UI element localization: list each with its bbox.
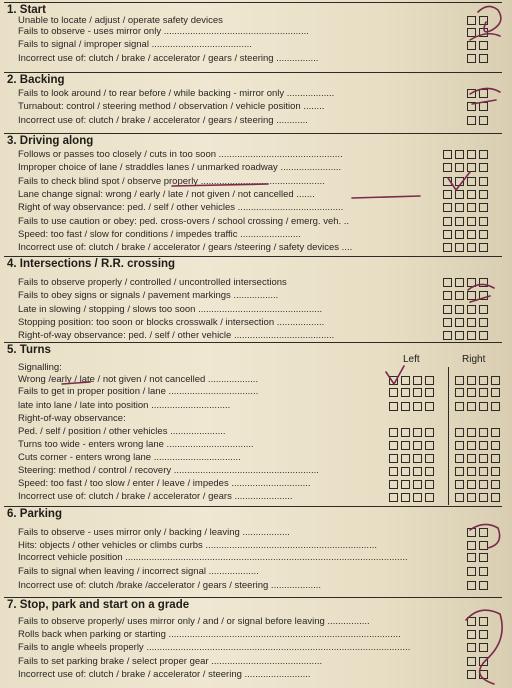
checkbox[interactable] xyxy=(389,402,398,411)
checkbox[interactable] xyxy=(455,305,464,314)
checkbox[interactable] xyxy=(413,441,422,450)
checkbox[interactable] xyxy=(467,163,476,172)
checkbox[interactable] xyxy=(401,376,410,385)
checkbox[interactable] xyxy=(467,203,476,212)
checkbox[interactable] xyxy=(467,243,476,252)
checkbox[interactable] xyxy=(389,428,398,437)
item-line: Right of way observance: ped. / self / other vehicles ........................................ xyxy=(18,202,344,213)
checkbox-group xyxy=(467,670,488,679)
section-backing xyxy=(4,72,502,131)
checkbox[interactable] xyxy=(479,630,488,639)
checkbox[interactable] xyxy=(389,493,398,502)
section-title: 1. Start xyxy=(7,4,46,16)
checkbox[interactable] xyxy=(479,388,488,397)
checkbox[interactable] xyxy=(479,402,488,411)
checkbox-group xyxy=(443,217,488,226)
checkbox[interactable] xyxy=(413,428,422,437)
item-line: Stopping position: too soon or blocks crosswalk / intersection .................. xyxy=(18,317,325,328)
checkbox[interactable] xyxy=(467,305,476,314)
checkbox[interactable] xyxy=(401,428,410,437)
checkbox-group xyxy=(467,41,488,50)
checkbox[interactable] xyxy=(479,376,488,385)
checkbox-group xyxy=(443,177,488,186)
checkbox[interactable] xyxy=(479,331,488,340)
checkbox[interactable] xyxy=(443,230,452,239)
checkbox[interactable] xyxy=(425,376,434,385)
checkbox[interactable] xyxy=(467,102,476,111)
checkbox[interactable] xyxy=(455,318,464,327)
checkbox[interactable] xyxy=(467,16,476,25)
checkbox[interactable] xyxy=(479,291,488,300)
item-line: Late in slowing / stopping / slows too soon ............................................... xyxy=(18,304,323,315)
checkbox-group xyxy=(467,102,488,111)
item-line: Steering: method / control / recovery ....................................................... xyxy=(18,465,319,476)
checkbox[interactable] xyxy=(425,467,434,476)
checkbox[interactable] xyxy=(413,493,422,502)
checkbox-group xyxy=(467,553,488,562)
checkbox[interactable] xyxy=(443,331,452,340)
checkbox[interactable] xyxy=(491,402,500,411)
section-turns xyxy=(4,342,502,505)
checkbox[interactable] xyxy=(455,243,464,252)
checkbox[interactable] xyxy=(425,402,434,411)
checkbox[interactable] xyxy=(413,467,422,476)
checkbox[interactable] xyxy=(455,278,464,287)
checkbox[interactable] xyxy=(413,480,422,489)
item-line: Improper choice of lane / straddles lanes / unmarked roadway ....................... xyxy=(18,162,342,173)
item-line: Ped. / self / position / other vehicles ..................... xyxy=(18,426,226,437)
checkbox[interactable] xyxy=(479,150,488,159)
checkbox[interactable] xyxy=(443,150,452,159)
section-title: 5. Turns xyxy=(7,344,51,356)
checkbox[interactable] xyxy=(443,305,452,314)
checkbox-group xyxy=(443,305,488,314)
section-driving-along xyxy=(4,133,502,255)
checkbox[interactable] xyxy=(443,203,452,212)
checkbox[interactable] xyxy=(479,217,488,226)
item-line: Speed: too fast / too slow / enter / leave / impedes .............................. xyxy=(18,478,311,489)
section-title: 3. Driving along xyxy=(7,135,94,147)
checkbox[interactable] xyxy=(425,388,434,397)
checkbox[interactable] xyxy=(479,441,488,450)
checkbox[interactable] xyxy=(455,217,464,226)
checkbox-group xyxy=(389,493,500,502)
section-grade xyxy=(4,597,502,688)
section-title: 6. Parking xyxy=(7,508,62,520)
checkbox[interactable] xyxy=(443,291,452,300)
checkbox-group xyxy=(443,150,488,159)
item-line: Right-of-way observance: ped. / self / other vehicle ...................................... xyxy=(18,330,335,341)
item-line: Incorrect use of: clutch / brake / accelerator / steering ......................... xyxy=(18,669,311,680)
checkbox[interactable] xyxy=(491,376,500,385)
checkbox[interactable] xyxy=(467,454,476,463)
section-parking xyxy=(4,506,502,595)
checkbox-group xyxy=(443,278,488,287)
checkbox-group xyxy=(467,643,488,652)
item-line: Wrong /early / late / not given / not cancelled ................... xyxy=(18,374,259,385)
checkbox-group xyxy=(389,376,500,385)
checkbox[interactable] xyxy=(455,402,464,411)
checkbox[interactable] xyxy=(467,190,476,199)
checkbox[interactable] xyxy=(491,480,500,489)
item-line: late into lane / late into position .............................. xyxy=(18,400,231,411)
checkbox-group xyxy=(467,617,488,626)
checkbox-group xyxy=(467,116,488,125)
checkbox[interactable] xyxy=(491,454,500,463)
checkbox[interactable] xyxy=(401,441,410,450)
checkbox-group xyxy=(389,388,500,397)
checkbox[interactable] xyxy=(491,428,500,437)
checkbox[interactable] xyxy=(443,318,452,327)
checkbox-group xyxy=(467,528,488,537)
checkbox[interactable] xyxy=(491,493,500,502)
checkbox[interactable] xyxy=(455,441,464,450)
checkbox[interactable] xyxy=(455,230,464,239)
checkbox[interactable] xyxy=(455,493,464,502)
checkbox[interactable] xyxy=(479,617,488,626)
checkbox[interactable] xyxy=(455,428,464,437)
checkbox[interactable] xyxy=(425,493,434,502)
checkbox[interactable] xyxy=(479,528,488,537)
checkbox[interactable] xyxy=(467,428,476,437)
checkbox-group xyxy=(467,581,488,590)
section-title: 4. Intersections / R.R. crossing xyxy=(7,258,176,270)
checkbox-group xyxy=(389,441,500,450)
checkbox[interactable] xyxy=(467,150,476,159)
item-line: Fails to observe - uses mirror only / backing / leaving .................. xyxy=(18,527,290,538)
checkbox[interactable] xyxy=(455,388,464,397)
checkbox-group xyxy=(389,480,500,489)
checkbox[interactable] xyxy=(443,190,452,199)
checkbox[interactable] xyxy=(389,376,398,385)
item-line: Fails to observe properly / controlled / uncontrolled intersections xyxy=(18,277,287,288)
checkbox[interactable] xyxy=(479,41,488,50)
section-start xyxy=(4,2,502,69)
item-line: Hits: objects / other vehicles or climbs curbs ................................................................. xyxy=(18,540,377,551)
checkbox[interactable] xyxy=(479,54,488,63)
checkbox[interactable] xyxy=(467,670,476,679)
checkbox[interactable] xyxy=(455,480,464,489)
checkbox-group xyxy=(389,402,500,411)
checkbox[interactable] xyxy=(467,291,476,300)
checkbox[interactable] xyxy=(467,617,476,626)
checkbox[interactable] xyxy=(389,441,398,450)
item-line: Fails to angle wheels properly .................................................................................................... xyxy=(18,642,411,653)
item-line: Fails to get in proper position / lane .................................. xyxy=(18,386,259,397)
item-line: Speed: too fast / slow for conditions / impedes traffic ....................... xyxy=(18,229,301,240)
checkbox[interactable] xyxy=(455,331,464,340)
checkbox-group xyxy=(443,190,488,199)
checkbox[interactable] xyxy=(455,467,464,476)
checkbox[interactable] xyxy=(479,553,488,562)
checkbox[interactable] xyxy=(389,480,398,489)
checkbox[interactable] xyxy=(467,230,476,239)
checkbox[interactable] xyxy=(479,102,488,111)
checkbox[interactable] xyxy=(467,657,476,666)
checkbox[interactable] xyxy=(467,177,476,186)
section-intersections xyxy=(4,256,502,341)
checkbox[interactable] xyxy=(401,402,410,411)
checkbox[interactable] xyxy=(479,16,488,25)
checkbox[interactable] xyxy=(479,243,488,252)
checkbox[interactable] xyxy=(479,467,488,476)
checkbox[interactable] xyxy=(443,217,452,226)
checkbox[interactable] xyxy=(479,493,488,502)
checkbox[interactable] xyxy=(479,230,488,239)
checkbox[interactable] xyxy=(479,177,488,186)
item-line: Incorrect use of: clutch / brake / accelerator / gears /steering / safety devices .... xyxy=(18,242,353,253)
checkbox[interactable] xyxy=(413,402,422,411)
checkbox[interactable] xyxy=(467,480,476,489)
checkbox[interactable] xyxy=(401,493,410,502)
checkbox[interactable] xyxy=(389,454,398,463)
checkbox[interactable] xyxy=(467,28,476,37)
checkbox[interactable] xyxy=(467,331,476,340)
column-header-right: Right xyxy=(462,354,486,365)
section-title: 7. Stop, park and start on a grade xyxy=(7,599,190,611)
checkbox[interactable] xyxy=(467,402,476,411)
checkbox[interactable] xyxy=(467,89,476,98)
checkbox[interactable] xyxy=(425,454,434,463)
checkbox[interactable] xyxy=(467,116,476,125)
checkbox[interactable] xyxy=(467,541,476,550)
checkbox[interactable] xyxy=(413,376,422,385)
checkbox[interactable] xyxy=(467,388,476,397)
item-line: Fails to obey signs or signals / pavement markings ................. xyxy=(18,290,279,301)
checkbox[interactable] xyxy=(467,318,476,327)
checkbox[interactable] xyxy=(491,467,500,476)
checkbox[interactable] xyxy=(455,376,464,385)
checkbox[interactable] xyxy=(467,528,476,537)
checkbox[interactable] xyxy=(443,177,452,186)
checkbox[interactable] xyxy=(413,454,422,463)
item-line: Turnabout: control / steering method / observation / vehicle position ........ xyxy=(18,101,325,112)
checkbox-group xyxy=(443,291,488,300)
checkbox[interactable] xyxy=(455,150,464,159)
item-line: Lane change signal: wrong / early / late / not given / not cancelled ....... xyxy=(18,189,315,200)
checkbox[interactable] xyxy=(467,553,476,562)
checkbox[interactable] xyxy=(455,291,464,300)
item-line: Turns too wide - enters wrong lane ................................. xyxy=(18,439,254,450)
checkbox[interactable] xyxy=(467,376,476,385)
item-line: Incorrect vehicle position ........................................................................................................... xyxy=(18,552,408,563)
checkbox-group xyxy=(443,331,488,340)
item-line: Incorrect use of: clutch /brake /accelerator / gears / steering ................... xyxy=(18,580,322,591)
checkbox[interactable] xyxy=(401,480,410,489)
checkbox[interactable] xyxy=(455,190,464,199)
checkbox[interactable] xyxy=(467,643,476,652)
checkbox[interactable] xyxy=(443,278,452,287)
checkbox[interactable] xyxy=(401,467,410,476)
checkbox-group xyxy=(389,454,500,463)
checkbox[interactable] xyxy=(467,567,476,576)
item-line: Incorrect use of: clutch / brake / accelerator / gears / steering ................ xyxy=(18,53,319,64)
checkbox[interactable] xyxy=(455,454,464,463)
item-line: Rolls back when parking or starting ........................................................................................ xyxy=(18,629,401,640)
checkbox[interactable] xyxy=(479,670,488,679)
checkbox[interactable] xyxy=(467,54,476,63)
checkbox-group xyxy=(467,54,488,63)
checkbox-group xyxy=(389,428,500,437)
checkbox[interactable] xyxy=(455,163,464,172)
checkbox[interactable] xyxy=(425,441,434,450)
checkbox[interactable] xyxy=(491,441,500,450)
checkbox[interactable] xyxy=(479,567,488,576)
checkbox-group xyxy=(443,163,488,172)
checkbox[interactable] xyxy=(479,305,488,314)
checkbox[interactable] xyxy=(491,388,500,397)
checkbox[interactable] xyxy=(455,177,464,186)
checkbox-group xyxy=(389,467,500,476)
item-line: Fails to use caution or obey: ped. cross-overs / school crossing / emerg. veh. .. xyxy=(18,216,350,227)
checkbox[interactable] xyxy=(479,454,488,463)
checkbox[interactable] xyxy=(425,428,434,437)
item-line: Right-of-way observance: xyxy=(18,413,126,424)
item-line: Cuts corner - enters wrong lane ................................. xyxy=(18,452,241,463)
item-line: Incorrect use of: clutch / brake / accelerator / gears ...................... xyxy=(18,491,293,502)
checkbox[interactable] xyxy=(479,163,488,172)
item-line: Follows or passes too closely / cuts in too soon ............................................... xyxy=(18,149,343,160)
checkbox[interactable] xyxy=(401,454,410,463)
checkbox[interactable] xyxy=(467,630,476,639)
item-line: Fails to signal / improper signal ...................................... xyxy=(18,39,252,50)
item-line: Fails to check blind spot / observe properly ............................................... xyxy=(18,176,325,187)
section-title: 2. Backing xyxy=(7,74,65,86)
checkbox-group xyxy=(467,541,488,550)
checkbox[interactable] xyxy=(479,581,488,590)
item-line: Fails to set parking brake / select proper gear .......................................... xyxy=(18,656,323,667)
checkbox[interactable] xyxy=(479,89,488,98)
checkbox[interactable] xyxy=(389,388,398,397)
checkbox[interactable] xyxy=(443,243,452,252)
column-header-left: Left xyxy=(403,354,420,365)
checkbox[interactable] xyxy=(389,467,398,476)
checkbox-group xyxy=(443,230,488,239)
checkbox-group xyxy=(443,203,488,212)
checkbox-group xyxy=(467,567,488,576)
checkbox[interactable] xyxy=(479,116,488,125)
checkbox[interactable] xyxy=(413,388,422,397)
checkbox[interactable] xyxy=(467,41,476,50)
checkbox-group xyxy=(443,243,488,252)
item-line: Fails to signal when leaving / incorrect signal ................... xyxy=(18,566,259,577)
checkbox[interactable] xyxy=(425,480,434,489)
checkbox[interactable] xyxy=(479,28,488,37)
checkbox[interactable] xyxy=(467,441,476,450)
checkbox[interactable] xyxy=(479,278,488,287)
checkbox[interactable] xyxy=(455,203,464,212)
item-line: Signalling: xyxy=(18,362,62,373)
checkbox-group xyxy=(467,16,488,25)
item-line: Unable to locate / adjust / operate safety devices xyxy=(18,15,223,26)
item-line: Fails to look around / to rear before / while backing - mirror only .................. xyxy=(18,88,335,99)
checkbox[interactable] xyxy=(479,318,488,327)
checkbox-group xyxy=(467,630,488,639)
checkbox[interactable] xyxy=(467,493,476,502)
checkbox-group xyxy=(467,89,488,98)
checkbox-group xyxy=(467,28,488,37)
checkbox[interactable] xyxy=(467,467,476,476)
checkbox[interactable] xyxy=(467,581,476,590)
checkbox[interactable] xyxy=(479,541,488,550)
checkbox[interactable] xyxy=(479,428,488,437)
checkbox[interactable] xyxy=(479,190,488,199)
checkbox-group xyxy=(443,318,488,327)
checkbox[interactable] xyxy=(467,217,476,226)
checkbox[interactable] xyxy=(443,163,452,172)
item-line: Fails to observe - uses mirror only ....................................................... xyxy=(18,26,309,37)
item-line: Incorrect use of: clutch / brake / accelerator / gears / steering ............ xyxy=(18,115,308,126)
checkbox-group xyxy=(467,657,488,666)
checkbox[interactable] xyxy=(479,203,488,212)
checkbox[interactable] xyxy=(401,388,410,397)
checkbox[interactable] xyxy=(479,657,488,666)
item-line: Fails to observe properly/ uses mirror only / and / or signal before leaving ................ xyxy=(18,616,370,627)
checkbox[interactable] xyxy=(479,643,488,652)
checkbox[interactable] xyxy=(467,278,476,287)
checkbox[interactable] xyxy=(479,480,488,489)
